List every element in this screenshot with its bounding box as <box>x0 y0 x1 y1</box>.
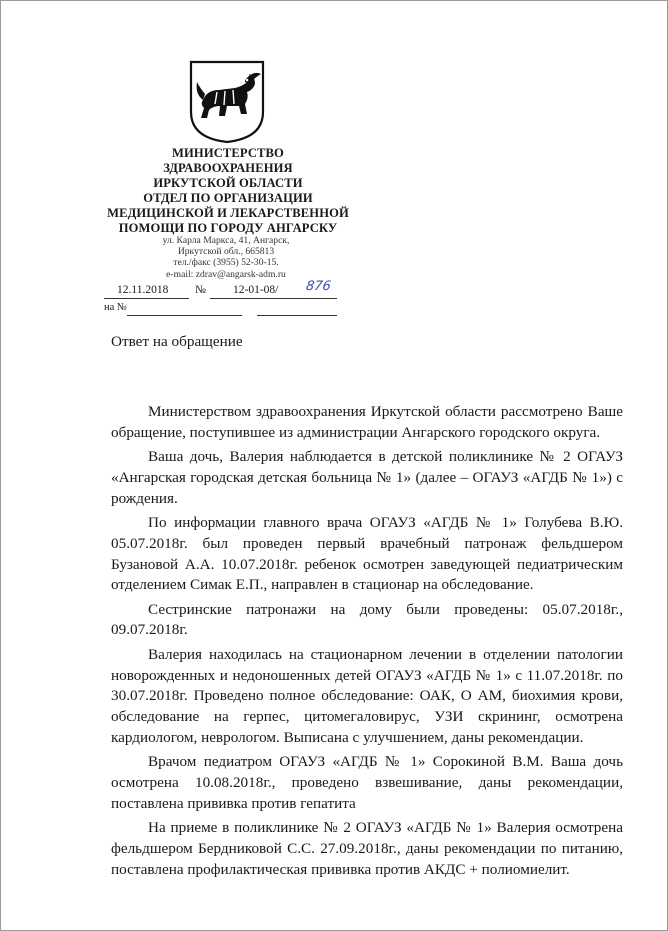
org-line: МИНИСТЕРСТВО <box>172 146 284 160</box>
address-line: ул. Карла Маркса, 41, Ангарск, <box>162 235 290 246</box>
handwritten-number: 876 <box>304 279 332 294</box>
body-paragraph: Врачом педиатром ОГАУЗ «АГДБ № 1» Сорокиной В.М. Ваша дочь осмотрена 10.08.2018г., проведено взвешивание, даны рекомендации, поставлена прививка против гепатита <box>111 753 623 812</box>
org-line: ИРКУТСКОЙ ОБЛАСТИ <box>153 176 303 190</box>
org-line: ОТДЕЛ ПО ОРГАНИЗАЦИИ <box>143 191 313 205</box>
coat-of-arms-emblem <box>189 60 265 144</box>
org-line: МЕДИЦИНСКОЙ И ЛЕКАРСТВЕННОЙ <box>107 206 349 220</box>
body-paragraph: Сестринские патронажи на дому были проведены: 05.07.2018г., 09.07.2018г. <box>111 600 623 639</box>
number-underline <box>210 298 337 299</box>
body-paragraph: Валерия находилась на стационарном лечении в отделении патологии новорожденных и недоношенных детей ОГАУЗ «АГДБ № 1» с 11.07.2018г. по 30.07.2018г. Проведено полное обследование: ОАК, О АМ, биохимия крови, обследование на герпес, цитомегаловирус, УЗИ скрининг, осмотрена кардиологом, неврологом. Выписана с улучшением, даны рекомендации. <box>111 645 623 746</box>
body-paragraph: Ваша дочь, Валерия наблюдается в детской поликлинике № 2 ОГАУЗ «Ангарская городская детская больница № 1» (далее – ОГАУЗ «АГДБ № 1») с рождения. <box>111 448 623 507</box>
body-paragraph: Министерством здравоохранения Иркутской области рассмотрено Ваше обращение, поступившее из администрации Ангарского городского округа. <box>111 403 623 441</box>
number-label: № <box>195 284 206 296</box>
letter-body <box>111 402 623 884</box>
reference-underline <box>127 315 242 316</box>
letter-subject: Ответ на обращение <box>111 333 243 350</box>
body-paragraph: По информации главного врача ОГАУЗ «АГДБ № 1» Голубева В.Ю. 05.07.2018г. был проведен первый врачебный патронаж фельдшером Бузановой А.А. 10.07.2018г. ребенок осмотрен заведующей педиатрическим отделением Симак Е.П., направлен в стационар на обследование. <box>111 513 623 594</box>
org-line: ЗДРАВООХРАНЕНИЯ <box>163 161 293 175</box>
address-line: тел./факс (3955) 52-30-15. <box>173 257 279 269</box>
address-line: e-mail: zdrav@angarsk-adm.ru <box>166 268 286 280</box>
reference-date-underline <box>257 315 337 316</box>
address-line: Иркутской обл., 665813 <box>177 246 275 258</box>
outgoing-number: 12-01-08/ <box>233 284 279 296</box>
reference-label: на № <box>104 302 127 313</box>
ministry-address <box>120 235 332 280</box>
outgoing-date: 12.11.2018 <box>117 284 169 296</box>
ministry-name <box>100 146 356 236</box>
date-underline <box>104 298 189 299</box>
org-line: ПОМОЩИ ПО ГОРОДУ АНГАРСКУ <box>118 221 338 235</box>
body-paragraph: На приеме в поликлинике № 2 ОГАУЗ «АГДБ № 1» Валерия осмотрена фельдшером Бердниковой С.С. 27.09.2018г., даны рекомендации по питанию, поставлена профилактическая прививка против АКДС + полиомиелит. <box>111 819 623 878</box>
